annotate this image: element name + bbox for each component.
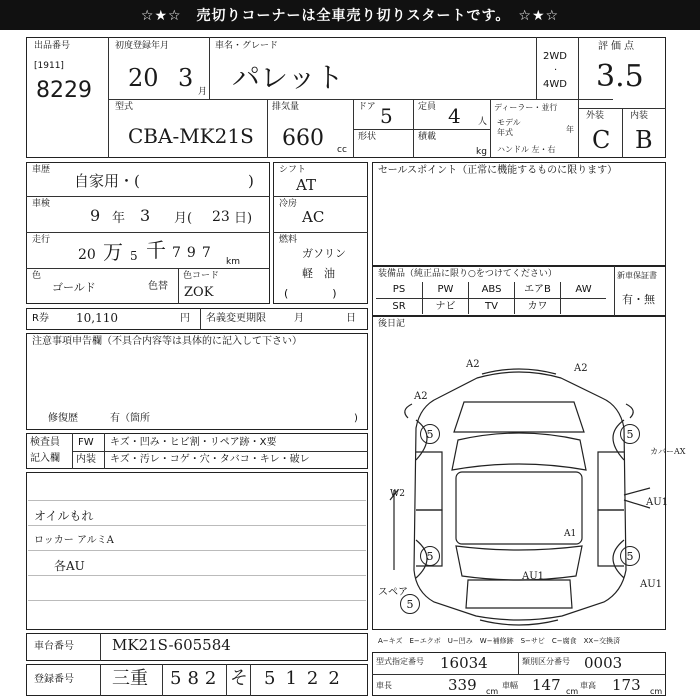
displacement-label: 排気量 — [272, 102, 300, 112]
exterior-label: 外装 — [586, 111, 605, 121]
shift-block — [273, 162, 368, 304]
model-cat-label: 類別区分番号 — [522, 657, 570, 666]
warranty-value: 有・無 — [622, 293, 655, 306]
equipment-cell: PS — [392, 284, 406, 295]
diagram-bottom-au1-right: AU1 — [640, 579, 663, 590]
equipment-cell: AW — [560, 282, 606, 298]
spare-label: スペア — [378, 587, 408, 598]
displacement-unit: cc — [337, 145, 347, 155]
sales-point-label: セールスポイント（正常に機能するものに限ります） — [378, 165, 618, 176]
width-value: 147 — [532, 676, 561, 694]
left-front-door — [416, 452, 442, 510]
tire-rear-left: 5 — [420, 546, 440, 566]
tailgate — [466, 580, 572, 608]
repair-value: 有（箇所 — [110, 413, 150, 424]
load-label: 積載 — [418, 132, 437, 142]
recycle-unit: 円 — [180, 313, 190, 324]
lot-label: 出品番号 — [34, 41, 71, 51]
plate-label: 登録番号 — [34, 674, 74, 685]
model-cat-value: 0003 — [584, 654, 623, 672]
banner: ☆★☆ 売切りコーナーは全車売り切りスタートです。 ☆★☆ — [0, 0, 700, 30]
equipment-cell — [560, 298, 606, 314]
inspection-year: 9 — [90, 206, 101, 225]
checker-fw-items: キズ・凹み・ヒビ割・リペア跡・X要 — [110, 437, 277, 448]
right-front-door — [598, 452, 624, 510]
fuel-paren: ( ) — [284, 287, 337, 300]
inspection-label: 車検 — [32, 199, 51, 209]
damage-legend: A−キズ E−エクボ U−凹み W−補修跡 S−サビ C−腐食 XX−交換済 — [378, 637, 621, 645]
model-year-nen: 年 — [566, 125, 574, 134]
mileage-sen: 5 — [130, 249, 138, 263]
length-cm: cm — [486, 687, 499, 696]
model-cert-label: 型式指定番号 — [376, 657, 424, 666]
left-mirror — [405, 404, 412, 418]
w2-mark — [390, 490, 398, 570]
recycle-value: 10,110 — [76, 311, 118, 325]
inspection-nen: 年 — [112, 211, 126, 226]
tax-month: 月 — [294, 313, 304, 324]
rear-bumper — [480, 620, 558, 625]
checker-label-1: 検査員 — [30, 437, 60, 448]
mileage-sen-unit: 千 — [146, 238, 166, 262]
kg-label: kg — [476, 147, 487, 157]
aircon-label: 冷房 — [279, 199, 298, 209]
handwritten-note-1: オイルもれ — [34, 509, 94, 523]
first-reg-month: 3 — [178, 64, 194, 92]
repair-close: ) — [354, 413, 358, 424]
rear-window — [456, 546, 582, 580]
height-value: 173 — [612, 676, 641, 694]
first-reg-label: 初度登録年月 — [115, 41, 170, 51]
dealer-label: ディーラー・並行 — [494, 103, 558, 112]
handwritten-note-3: 各AU — [54, 559, 85, 573]
diagram-right-au1: AU1 — [646, 497, 669, 508]
color-value: ゴールド — [52, 281, 96, 294]
interior-value: B — [635, 126, 653, 154]
doors-value: 5 — [380, 104, 393, 128]
mileage-unit: km — [226, 257, 240, 267]
plate-class: 582 — [170, 668, 223, 689]
handle-label: ハンドル 左・右 — [497, 145, 556, 154]
handwritten-box — [26, 472, 368, 630]
rear-label: 後日記 — [378, 319, 406, 329]
car-body-outline — [414, 372, 626, 620]
equipment-cell: ABS — [468, 282, 514, 298]
color-code-label: 色コード — [183, 271, 220, 281]
equipment-cell: PW — [422, 282, 468, 298]
equipment-cell: エアB — [514, 282, 560, 298]
hood — [454, 402, 584, 432]
length-label: 車長 — [376, 681, 392, 690]
fuel-light-oil: 軽 油 — [302, 267, 335, 280]
height-label: 車高 — [580, 681, 596, 690]
equipment-cell: カワ — [514, 298, 560, 314]
history-value: 自家用・( — [74, 172, 140, 190]
chassis-value: MK21S-605584 — [112, 636, 231, 654]
fuel-label: 燃料 — [279, 235, 298, 245]
checker-in-items: キズ・汚レ・コゲ・穴・タバコ・キレ・破レ — [110, 454, 310, 465]
exterior-value: C — [592, 126, 611, 154]
height-cm: cm — [650, 687, 663, 696]
inspection-day: 23 — [212, 209, 230, 225]
mileage-man-unit: 万 — [103, 240, 123, 264]
mileage-man: 20 — [78, 247, 96, 263]
windshield — [452, 433, 586, 470]
tire-front-right: 5 — [620, 424, 640, 444]
inspection-month: 3 — [140, 206, 151, 225]
inspection-tsuki: 月( — [174, 211, 193, 226]
grade-label: 評価点 — [598, 41, 637, 52]
mileage-rest: 797 — [172, 245, 217, 261]
diagram-w2: W2 — [390, 489, 405, 499]
drive-dot: · — [554, 65, 558, 76]
equipment-cell: SR — [376, 298, 422, 314]
equipment-cell: TV — [468, 298, 514, 314]
car-name-value: パレット — [232, 61, 344, 94]
tax-label: 名義変更期限 — [206, 313, 266, 324]
shift-label: シフト — [279, 165, 307, 175]
inspection-nichi: 日) — [234, 211, 253, 226]
fuel-gasoline: ガソリン — [302, 247, 346, 260]
diagram-bottom-au1: AU1 — [522, 571, 545, 582]
first-reg-unit: 月 — [198, 87, 208, 97]
history-close: ) — [248, 172, 254, 190]
color-change-label: 色替 — [148, 281, 168, 292]
checker-fw: FW — [78, 437, 94, 448]
shift-value: AT — [296, 176, 317, 194]
model-value: CBA-MK21S — [128, 124, 254, 148]
capacity-label: 定員 — [418, 102, 437, 112]
model-label: 型式 — [115, 102, 134, 112]
plate-pref: 三重 — [112, 668, 148, 689]
equipment-cell: ナビ — [422, 298, 468, 314]
model-year-label: モデル年式 — [497, 118, 521, 137]
sales-point-box — [372, 162, 666, 266]
diagram-left-a2: A2 — [414, 391, 428, 402]
aircon-value: AC — [302, 208, 325, 226]
notes-label: 注意事項申告欄（不具合内容等は具体的に記入して下さい） — [32, 336, 302, 347]
plate-kana: そ — [230, 668, 248, 689]
top-info-block — [26, 37, 666, 158]
plate-num: 5122 — [264, 668, 350, 689]
width-label: 車幅 — [502, 681, 518, 690]
checker-label-2: 記入欄 — [30, 453, 60, 464]
model-cert-value: 16034 — [440, 654, 488, 672]
tax-day: 日 — [346, 313, 356, 324]
chassis-label: 車台番号 — [34, 641, 74, 652]
mileage-label: 走行 — [32, 235, 51, 245]
car-name-label: 車名・グレード — [215, 41, 279, 51]
grade-value: 3.5 — [596, 59, 644, 94]
diagram-top-a2-right: A2 — [574, 363, 588, 374]
recycle-label: R券 — [32, 313, 49, 324]
interior-label: 内装 — [630, 111, 649, 121]
shape-label: 形状 — [358, 132, 377, 142]
checker-in: 内装 — [76, 454, 96, 465]
drive-4wd: 4WD — [543, 79, 567, 90]
repair-label: 修復歴 — [48, 413, 78, 424]
equipment-label: 装備品（純正品に限り○をつけてください） — [378, 269, 557, 279]
history-label: 車歴 — [32, 165, 51, 175]
lot-number: 8229 — [36, 78, 92, 103]
diagram-top-a2-left: A2 — [466, 359, 480, 370]
handwritten-note-2: ロッカー アルミA — [34, 535, 114, 546]
lot-code: [1911] — [34, 61, 64, 71]
first-reg-year: 20 — [128, 64, 159, 92]
capacity-value: 4 — [448, 104, 461, 128]
tire-rear-right: 5 — [620, 546, 640, 566]
doors-label: ドア — [358, 102, 376, 112]
width-cm: cm — [566, 687, 579, 696]
diagram-right-cover: カバーAX — [650, 447, 686, 456]
warranty-label: 新車保証書 — [617, 271, 657, 280]
color-code-value: ZOK — [184, 285, 214, 300]
tire-front-left: 5 — [420, 424, 440, 444]
drive-2wd: 2WD — [543, 51, 567, 62]
color-label: 色 — [32, 271, 42, 281]
right-mirror — [626, 404, 633, 418]
length-value: 339 — [448, 676, 477, 694]
diagram-a1: A1 — [564, 529, 577, 539]
displacement-value: 660 — [282, 126, 324, 151]
capacity-unit: 人 — [478, 117, 488, 127]
spare-tire: 5 — [400, 594, 420, 614]
